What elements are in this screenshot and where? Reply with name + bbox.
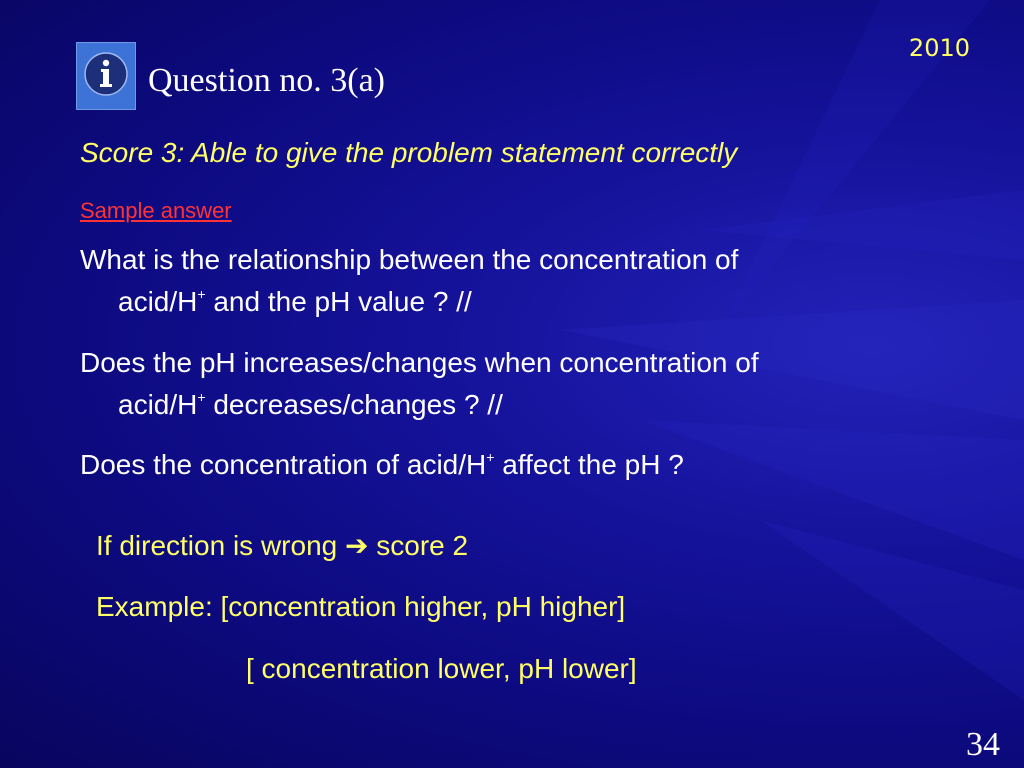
question-2-superscript: +: [197, 389, 206, 405]
question-1-line-2: [80, 281, 960, 323]
example-line-2: [ concentration lower, pH lower]: [246, 653, 637, 684]
question-2-line-2: [80, 384, 960, 426]
direction-note: [96, 529, 468, 562]
question-2-line-1: Does the pH increases/changes when concentration of: [80, 347, 759, 378]
score-criterion: Score 3: Able to give the problem statement correctly: [80, 137, 738, 168]
year-label: 2010: [908, 34, 970, 62]
question-3-superscript: +: [486, 449, 495, 465]
question-3: [80, 444, 960, 486]
question-2: [80, 342, 960, 426]
question-1-text-b: and the pH value ? //: [205, 286, 472, 317]
question-3-text-b: affect the pH ?: [494, 449, 684, 480]
arrow-right-icon: ➔: [345, 530, 369, 561]
slide-title: Question no. 3(a): [148, 62, 386, 99]
page-number: 34: [966, 726, 1000, 763]
question-2-text-b: decreases/changes ? //: [205, 389, 503, 420]
question-1: [80, 239, 960, 323]
question-2-text-a: acid/H: [118, 389, 198, 420]
question-3-text-a: Does the concentration of acid/H: [80, 449, 487, 480]
question-3-line-1: [80, 444, 960, 486]
sample-answer-label: Sample answer: [80, 198, 232, 223]
direction-text: If direction is wrong: [96, 530, 345, 561]
question-1-text-a: acid/H: [118, 286, 198, 317]
question-1-line-1: What is the relationship between the concentration of: [80, 244, 739, 275]
example-line-1: Example: [concentration higher, pH higher]: [96, 591, 626, 622]
question-1-superscript: +: [197, 286, 206, 302]
info-icon: [76, 42, 136, 110]
direction-score: score 2: [368, 530, 469, 561]
